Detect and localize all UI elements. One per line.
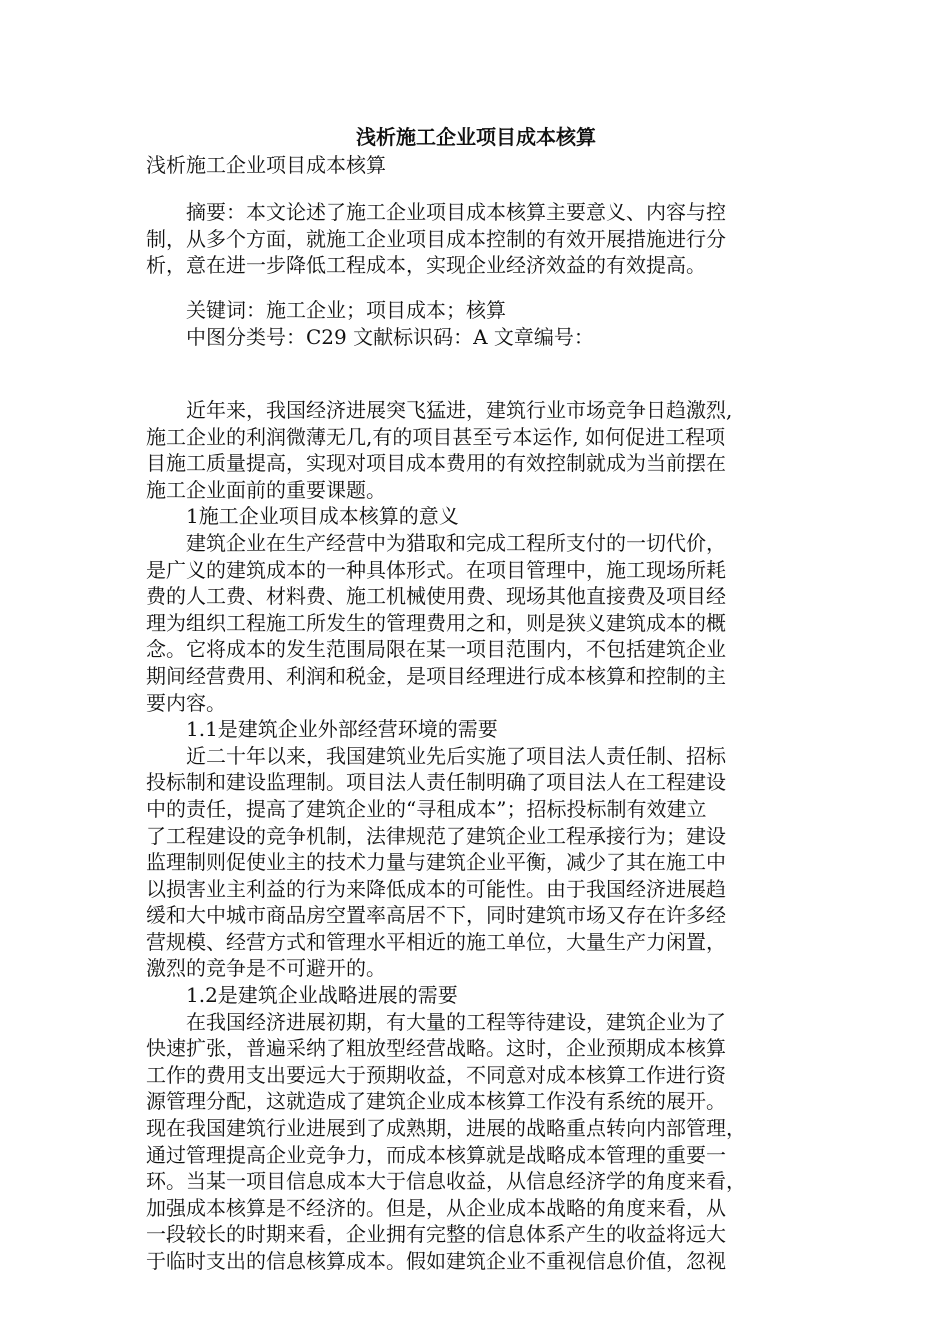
body-line: 中的责任，提高了建筑企业的“寻租成本”；招标投标制有效建立 — [146, 796, 707, 821]
body-line: 理为组织工程施工所发生的管理费用之和，则是狭义建筑成本的概 — [146, 610, 726, 635]
body-line: 近年来，我国经济进展突飞猛进，建筑行业市场竞争日趋激烈, — [146, 398, 733, 422]
body-line: 费的人工费、材料费、施工机械使用费、现场其他直接费及项目经 — [146, 584, 726, 609]
body-line: 以损害业主利益的行为来降低成本的可能性。由于我国经济进展趋 — [146, 876, 726, 901]
body-line: 要内容。 — [146, 690, 226, 715]
body-line: 加强成本核算是不经济的。但是，从企业成本战略的角度来看，从 — [146, 1195, 726, 1220]
body-line: 建筑企业在生产经营中为猎取和完成工程所支付的一切代价， — [146, 530, 726, 555]
body-line: 1.2是建筑企业战略进展的需要 — [146, 983, 458, 1008]
body-line: 环。当某一项目信息成本大于信息收益，从信息经济学的角度来看， — [146, 1169, 746, 1194]
body-line: 一段较长的时期来看，企业拥有完整的信息体系产生的收益将远大 — [146, 1222, 726, 1247]
body-line: 营规模、经营方式和管理水平相近的施工单位，大量生产力闲置， — [146, 929, 726, 954]
body-line: 快速扩张，普遍采纳了粗放型经营战略。这时，企业预期成本核算 — [146, 1036, 726, 1061]
body-line: 1施工企业项目成本核算的意义 — [146, 504, 459, 529]
body-line: 目施工质量提高，实现对项目成本费用的有效控制就成为当前摆在 — [146, 451, 726, 476]
abstract-line: 制，从多个方面，就施工企业项目成本控制的有效开展措施进行分 — [146, 226, 726, 251]
abstract-line: 摘要：本文论述了施工企业项目成本核算主要意义、内容与控 — [146, 200, 726, 224]
body-line: 近二十年以来，我国建筑业先后实施了项目法人责任制、招标 — [146, 743, 726, 768]
document-title: 浅析施工企业项目成本核算 — [356, 125, 596, 149]
abstract-line: 析，意在进一步降低工程成本，实现企业经济效益的有效提高。 — [146, 253, 706, 278]
body-line: 1.1是建筑企业外部经营环境的需要 — [146, 717, 498, 742]
body-line: 激烈的竞争是不可避开的。 — [146, 956, 386, 981]
body-line: 念。它将成本的发生范围局限在某一项目范围内，不包括建筑企业 — [146, 637, 726, 662]
document-subtitle: 浅析施工企业项目成本核算 — [146, 153, 386, 177]
meta-info — [146, 297, 806, 351]
keywords-line: 关键词：施工企业；项目成本；核算 — [146, 298, 506, 322]
abstract-paragraph — [146, 199, 806, 279]
body-line: 源管理分配，这就造成了建筑企业成本核算工作没有系统的展开。 — [146, 1089, 726, 1114]
body-line: 缓和大中城市商品房空置率高居不下，同时建筑市场又存在许多经 — [146, 903, 726, 928]
body-line: 期间经营费用、利润和税金，是项目经理进行成本核算和控制的主 — [146, 663, 726, 688]
body-line: 施工企业面前的重要课题。 — [146, 477, 386, 502]
body-line: 监理制则促使业主的技术力量与建筑企业平衡，减少了其在施工中 — [146, 850, 726, 875]
body-line: 是广义的建筑成本的一种具体形式。在项目管理中，施工现场所耗 — [146, 557, 726, 582]
body-line: 在我国经济进展初期，有大量的工程等待建设，建筑企业为了 — [146, 1009, 726, 1034]
body-line: 工作的费用支出要远大于预期收益，不同意对成本核算工作进行资 — [146, 1062, 726, 1087]
body-line: 现在我国建筑行业进展到了成熟期，进展的战略重点转向内部管理， — [146, 1116, 746, 1141]
body-line: 施工企业的利润微薄无几,有的项目甚至亏本运作, 如何促进工程项 — [146, 424, 726, 449]
body-line: 通过管理提高企业竞争力，而成本核算就是战略成本管理的重要一 — [146, 1142, 726, 1167]
classification-line: 中图分类号：C29 文献标识码：A 文章编号： — [146, 325, 594, 349]
body-line: 了工程建设的竞争机制，法律规范了建筑企业工程承接行为；建设 — [146, 823, 726, 848]
body-text — [146, 397, 806, 1275]
body-line: 于临时支出的信息核算成本。假如建筑企业不重视信息价值，忽视 — [146, 1249, 726, 1273]
body-line: 投标制和建设监理制。项目法人责任制明确了项目法人在工程建设 — [146, 770, 726, 795]
